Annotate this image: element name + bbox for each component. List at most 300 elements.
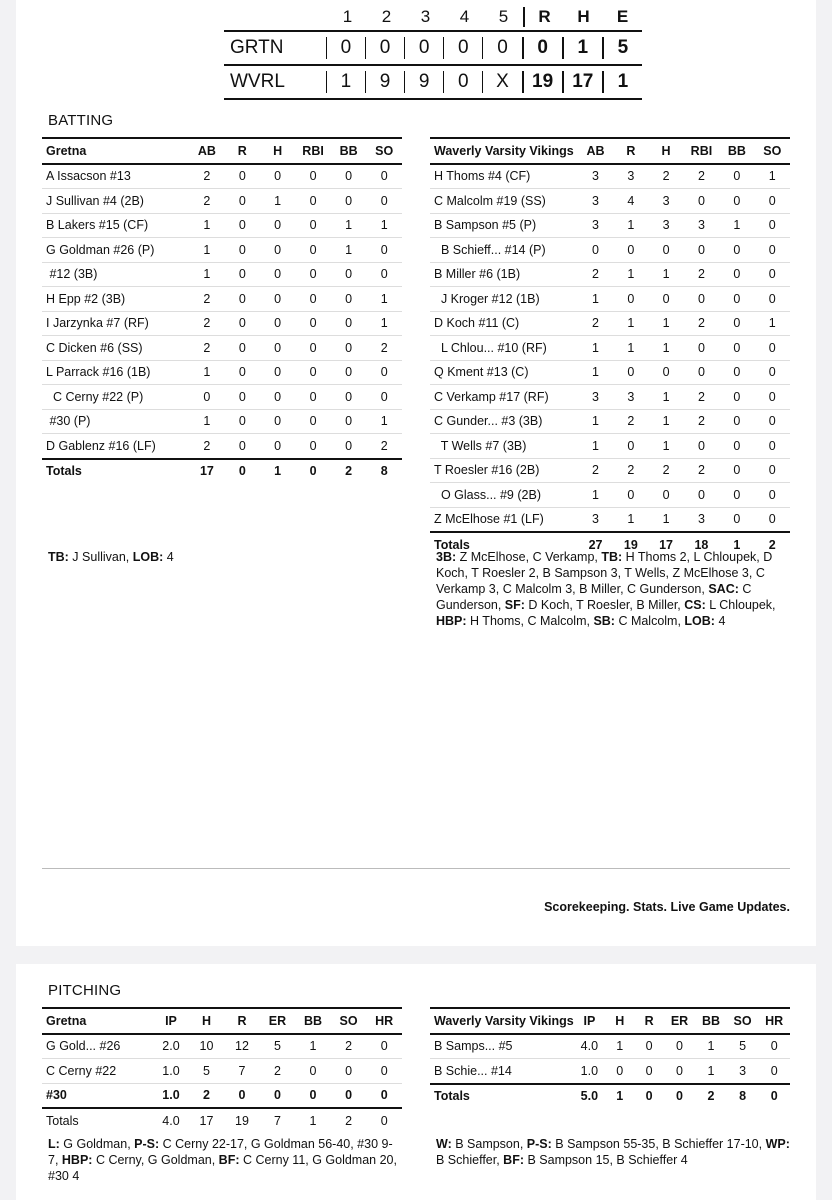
stat-value: 0	[331, 360, 367, 385]
stat-value: 0	[755, 213, 790, 238]
note-label: P-S:	[526, 1137, 552, 1151]
stat-value: 0	[225, 434, 260, 459]
stat-value: 1	[366, 287, 402, 312]
player-name: Q Kment #13 (C)	[430, 360, 578, 385]
stat-value: 0	[719, 483, 754, 508]
table-row	[430, 189, 790, 214]
stat-value: 3	[613, 385, 648, 410]
stat-value: 19	[224, 1108, 259, 1133]
stat-value: 0	[225, 385, 260, 410]
batting-table-waverly	[430, 137, 790, 557]
stat-value: 1	[613, 507, 648, 532]
stat-value: 1	[605, 1034, 634, 1059]
player-name: B Samps... #5	[430, 1034, 574, 1059]
runs-total: 0	[522, 37, 562, 59]
column-header: SO	[366, 138, 402, 164]
batting-notes-waverly	[436, 549, 790, 629]
column-header: AB	[578, 138, 613, 164]
player-name: Totals	[42, 459, 189, 484]
stat-value: 0	[260, 409, 295, 434]
stat-value: 2	[695, 1084, 727, 1109]
stat-value: 2	[684, 262, 720, 287]
column-header: BB	[695, 1008, 727, 1034]
player-name: #12 (3B)	[42, 262, 189, 287]
stat-value: 0	[755, 458, 790, 483]
line-score-header	[224, 4, 642, 30]
stat-value: 1	[189, 238, 225, 263]
stat-value: 0	[331, 336, 367, 361]
errors-total: 5	[602, 37, 642, 59]
stat-value: 0	[331, 189, 367, 214]
stat-value: 2	[366, 434, 402, 459]
pitching-notes-waverly	[436, 1136, 790, 1168]
stat-value: 0	[295, 409, 331, 434]
stat-value: 0	[684, 238, 720, 263]
stat-value: 0	[366, 164, 402, 189]
note-text: B Sampson 15, B Schieffer 4	[524, 1153, 688, 1167]
stat-value: 7	[224, 1059, 259, 1084]
stat-value: 0	[225, 262, 260, 287]
stat-value: 0	[719, 262, 754, 287]
stat-value: 1	[189, 360, 225, 385]
stat-value: 0	[758, 1059, 790, 1084]
stat-value: 3	[648, 189, 683, 214]
team-name-header: Gretna	[42, 1008, 153, 1034]
stat-value: 0	[295, 311, 331, 336]
player-name: C Gunder... #3 (3B)	[430, 409, 578, 434]
stat-value: 0	[684, 434, 720, 459]
stat-value: 1	[755, 164, 790, 189]
stat-value: 2	[684, 164, 720, 189]
stat-value: 2	[613, 458, 648, 483]
stat-value: 0	[260, 1083, 296, 1108]
note-label: SB:	[593, 614, 615, 628]
stat-value: 0	[295, 213, 331, 238]
note-label: P-S:	[134, 1137, 160, 1151]
stat-value: 0	[613, 434, 648, 459]
stat-value: 1	[189, 213, 225, 238]
table-row	[430, 458, 790, 483]
stat-value: 7	[260, 1108, 296, 1133]
player-name: B Schie... #14	[430, 1059, 574, 1084]
player-name: B Schieff... #14 (P)	[430, 238, 578, 263]
player-name: J Kroger #12 (1B)	[430, 287, 578, 312]
stat-value: 0	[755, 385, 790, 410]
stat-value: 0	[755, 360, 790, 385]
stat-value: 1	[695, 1034, 727, 1059]
stat-value: 0	[719, 385, 754, 410]
inning-score: 0	[443, 37, 482, 59]
stat-value: 2	[331, 1034, 367, 1059]
line-score-row	[224, 64, 642, 100]
stat-value: 1	[605, 1084, 634, 1109]
stat-value: 3	[684, 213, 720, 238]
divider	[42, 868, 790, 869]
table-row	[42, 1083, 402, 1108]
stat-value: 0	[366, 1059, 402, 1084]
stat-value: 0	[260, 262, 295, 287]
table-row	[430, 1034, 790, 1059]
table-row	[430, 311, 790, 336]
stat-value: 0	[613, 238, 648, 263]
stat-value: 0	[366, 262, 402, 287]
stat-value: 1	[719, 213, 754, 238]
stat-value: 0	[648, 287, 683, 312]
column-header: H	[605, 1008, 634, 1034]
table-header	[430, 1008, 790, 1034]
stat-value: 1	[578, 360, 613, 385]
stat-value: 1	[648, 434, 683, 459]
table-row	[430, 213, 790, 238]
note-label: LOB:	[132, 550, 164, 564]
column-header: H	[260, 138, 295, 164]
table-row	[42, 213, 402, 238]
column-header: SO	[755, 138, 790, 164]
table-row	[42, 311, 402, 336]
stat-value: 0	[648, 238, 683, 263]
player-name: C Malcolm #19 (SS)	[430, 189, 578, 214]
stat-value: 0	[295, 1059, 331, 1084]
player-name: D Koch #11 (C)	[430, 311, 578, 336]
hits-total: 1	[562, 37, 602, 59]
note-label: CS:	[684, 598, 706, 612]
stat-value: 0	[260, 238, 295, 263]
table-row	[42, 164, 402, 189]
stat-value: 0	[634, 1059, 663, 1084]
stat-value: 0	[225, 164, 260, 189]
table-row	[430, 262, 790, 287]
stat-value: 0	[605, 1059, 634, 1084]
stat-value: 0	[295, 360, 331, 385]
table-row	[430, 164, 790, 189]
note-text: B Schieffer,	[436, 1153, 504, 1167]
stat-value: 0	[755, 409, 790, 434]
stat-value: 0	[755, 434, 790, 459]
column-header: ER	[664, 1008, 695, 1034]
stat-value: 3	[578, 189, 613, 214]
stat-value: 0	[331, 287, 367, 312]
stat-value: 5	[260, 1034, 296, 1059]
stat-value: 1.0	[153, 1059, 189, 1084]
stat-value: 0	[664, 1034, 695, 1059]
stat-value: 0	[755, 507, 790, 532]
note-label: L:	[48, 1137, 60, 1151]
column-header: R	[224, 1008, 259, 1034]
note-label: LOB:	[684, 614, 715, 628]
stat-value: 1	[331, 213, 367, 238]
stat-value: 0	[189, 385, 225, 410]
stat-value: 1	[260, 459, 295, 484]
stat-value: 0	[260, 287, 295, 312]
line-score-row	[224, 30, 642, 64]
stat-value: 2	[648, 458, 683, 483]
inning-header: 5	[498, 7, 509, 26]
stat-value: 0	[755, 287, 790, 312]
inning-header: E	[616, 7, 629, 26]
stat-value: 1	[648, 409, 683, 434]
note-text: G Goldman,	[59, 1137, 135, 1151]
box-score-page	[16, 0, 816, 946]
stat-value: 1	[578, 434, 613, 459]
stat-value: 1	[578, 483, 613, 508]
note-text: C Cerny, G Goldman,	[92, 1153, 219, 1167]
stat-value: 0	[719, 189, 754, 214]
stat-value: 0	[366, 1108, 402, 1133]
stat-value: 2	[684, 311, 720, 336]
stat-value: 2	[613, 409, 648, 434]
table-row	[42, 189, 402, 214]
note-label: HBP:	[436, 614, 467, 628]
player-name: G Goldman #26 (P)	[42, 238, 189, 263]
stat-value: 1	[648, 311, 683, 336]
stat-value: 1	[613, 311, 648, 336]
stat-value: 0	[684, 287, 720, 312]
stat-value: 0	[719, 409, 754, 434]
team-name-header: Gretna	[42, 138, 189, 164]
stat-value: 3	[578, 385, 613, 410]
inning-header: 2	[381, 7, 392, 26]
note-label: WP:	[765, 1137, 790, 1151]
stat-value: 0	[578, 238, 613, 263]
stat-value: 27	[578, 532, 613, 557]
table-row	[430, 385, 790, 410]
stat-value: 0	[719, 507, 754, 532]
stat-value: 0	[295, 1083, 331, 1108]
note-label: TB:	[601, 550, 623, 564]
stat-value: 1	[331, 238, 367, 263]
stat-value: 1	[613, 336, 648, 361]
pitching-notes-gretna	[48, 1136, 398, 1184]
note-text: Z McElhose, C Verkamp,	[456, 550, 602, 564]
stat-value: 0	[684, 189, 720, 214]
player-name: O Glass... #9 (2B)	[430, 483, 578, 508]
stat-value: 1	[295, 1034, 331, 1059]
stat-value: 0	[758, 1084, 790, 1109]
player-name: H Thoms #4 (CF)	[430, 164, 578, 189]
inning-score: 0	[365, 37, 404, 59]
stat-value: 1	[578, 287, 613, 312]
note-label: W:	[436, 1137, 452, 1151]
column-header: R	[613, 138, 648, 164]
stat-value: 2	[366, 336, 402, 361]
column-header: R	[225, 138, 260, 164]
player-name: Totals	[430, 532, 578, 557]
stat-value: 0	[225, 360, 260, 385]
stat-value: 0	[295, 287, 331, 312]
stat-value: 0	[260, 360, 295, 385]
stat-value: 1	[613, 262, 648, 287]
stat-value: 0	[758, 1034, 790, 1059]
stat-value: 2	[189, 1083, 224, 1108]
stat-value: 3	[613, 164, 648, 189]
stat-value: 0	[719, 458, 754, 483]
stat-value: 0	[331, 164, 367, 189]
stat-value: 0	[331, 385, 367, 410]
stat-value: 0	[295, 262, 331, 287]
note-text: L Chloupek,	[705, 598, 776, 612]
player-name: G Gold... #26	[42, 1034, 153, 1059]
stat-value: 0	[719, 434, 754, 459]
errors-total: 1	[602, 71, 642, 93]
inning-score: 1	[326, 71, 365, 93]
stat-value: 10	[189, 1034, 224, 1059]
stat-value: 2	[684, 409, 720, 434]
stat-value: 0	[295, 434, 331, 459]
stat-value: 1	[755, 311, 790, 336]
stat-value: 2	[189, 287, 225, 312]
player-name: Totals	[430, 1084, 574, 1109]
team-name-header: Waverly Varsity Vikings	[430, 1008, 574, 1034]
stat-value: 1	[578, 336, 613, 361]
stat-value: 2	[684, 458, 720, 483]
stat-value: 0	[755, 483, 790, 508]
note-text: D Koch, T Roesler, B Miller,	[524, 598, 685, 612]
stat-value: 0	[684, 336, 720, 361]
stat-value: 5	[727, 1034, 759, 1059]
column-header: RBI	[684, 138, 720, 164]
stat-value: 1	[189, 409, 225, 434]
pitching-page	[16, 964, 816, 1200]
stat-value: 0	[260, 311, 295, 336]
stat-value: 0	[613, 360, 648, 385]
table-row	[42, 385, 402, 410]
table-row	[430, 483, 790, 508]
note-label: BF:	[218, 1153, 240, 1167]
stat-value: 0	[366, 1034, 402, 1059]
totals-row	[42, 459, 402, 484]
stat-value: 0	[331, 262, 367, 287]
stat-value: 0	[366, 238, 402, 263]
stat-value: 19	[613, 532, 648, 557]
note-text: C Cerny 22-17, G Goldman 56-40, #30 9-7,	[48, 1137, 393, 1167]
table-row	[42, 336, 402, 361]
stat-value: 1	[648, 262, 683, 287]
stat-value: 0	[224, 1083, 259, 1108]
stat-value: 0	[755, 262, 790, 287]
stat-value: 0	[331, 409, 367, 434]
stat-value: 1	[366, 409, 402, 434]
inning-header: 4	[459, 7, 470, 26]
stat-value: 0	[719, 360, 754, 385]
note-text: 4	[714, 614, 726, 628]
column-header: RBI	[295, 138, 331, 164]
pitching-table-gretna	[42, 1007, 402, 1133]
stat-value: 0	[366, 1083, 402, 1108]
stat-value: 1	[578, 409, 613, 434]
column-header: IP	[153, 1008, 189, 1034]
note-label: TB:	[48, 550, 69, 564]
note-text: 4	[163, 550, 174, 564]
stat-value: 1	[719, 532, 754, 557]
column-header: BB	[719, 138, 754, 164]
inning-score: 0	[326, 37, 365, 59]
stat-value: 1	[695, 1059, 727, 1084]
stat-value: 3	[578, 213, 613, 238]
pitching-title: PITCHING	[48, 982, 122, 999]
player-name: #30 (P)	[42, 409, 189, 434]
stat-value: 3	[578, 507, 613, 532]
stat-value: 0	[331, 1059, 367, 1084]
stat-value: 0	[613, 287, 648, 312]
stat-value: 3	[684, 507, 720, 532]
table-row	[42, 360, 402, 385]
stat-value: 0	[260, 336, 295, 361]
table-row	[42, 262, 402, 287]
stat-value: 0	[719, 336, 754, 361]
stat-value: 0	[366, 385, 402, 410]
column-header: AB	[189, 138, 225, 164]
stat-value: 0	[634, 1084, 663, 1109]
stat-value: 0	[684, 483, 720, 508]
stat-value: 0	[719, 311, 754, 336]
note-text: J Sullivan,	[68, 550, 133, 564]
stat-value: 1	[648, 385, 683, 410]
note-text: B Sampson,	[451, 1137, 527, 1151]
stat-value: 0	[755, 189, 790, 214]
stat-value: 0	[260, 213, 295, 238]
table-row	[430, 507, 790, 532]
stat-value: 0	[225, 336, 260, 361]
stat-value: 0	[225, 213, 260, 238]
stat-value: 0	[719, 287, 754, 312]
table-row	[42, 434, 402, 459]
table-row	[430, 360, 790, 385]
note-label: SF:	[504, 598, 525, 612]
team-abbr: WVRL	[230, 71, 285, 92]
stat-value: 1	[648, 336, 683, 361]
stat-value: 0	[684, 360, 720, 385]
player-name: L Parrack #16 (1B)	[42, 360, 189, 385]
player-name: #30	[42, 1083, 153, 1108]
stat-value: 1	[260, 189, 295, 214]
inning-header: R	[523, 7, 564, 27]
stat-value: 2.0	[153, 1034, 189, 1059]
stat-value: 0	[664, 1084, 695, 1109]
player-name: T Roesler #16 (2B)	[430, 458, 578, 483]
inning-score: X	[482, 71, 521, 93]
stat-value: 1	[366, 213, 402, 238]
footer-tagline: Scorekeeping. Stats. Live Game Updates.	[544, 900, 790, 914]
stat-value: 0	[225, 287, 260, 312]
stat-value: 1	[295, 1108, 331, 1133]
stat-value: 0	[295, 385, 331, 410]
stat-value: 2	[331, 1108, 367, 1133]
stat-value: 0	[225, 238, 260, 263]
player-name: I Jarzynka #7 (RF)	[42, 311, 189, 336]
player-name: C Dicken #6 (SS)	[42, 336, 189, 361]
stat-value: 2	[189, 164, 225, 189]
stat-value: 0	[719, 238, 754, 263]
stat-value: 17	[189, 459, 225, 484]
stat-value: 3	[727, 1059, 759, 1084]
stat-value: 1	[366, 311, 402, 336]
stat-value: 0	[331, 311, 367, 336]
stat-value: 4.0	[153, 1108, 189, 1133]
stat-value: 3	[578, 164, 613, 189]
pitching-table-waverly	[430, 1007, 790, 1108]
note-label: HBP:	[61, 1153, 93, 1167]
stat-value: 5.0	[574, 1084, 605, 1109]
table-row	[430, 336, 790, 361]
stat-value: 0	[719, 164, 754, 189]
stat-value: 0	[295, 164, 331, 189]
team-name-header: Waverly Varsity Vikings	[430, 138, 578, 164]
stat-value: 0	[634, 1034, 663, 1059]
inning-header: 1	[342, 7, 353, 26]
batting-title: BATTING	[48, 112, 114, 129]
stat-value: 0	[664, 1059, 695, 1084]
table-header	[42, 1008, 402, 1034]
